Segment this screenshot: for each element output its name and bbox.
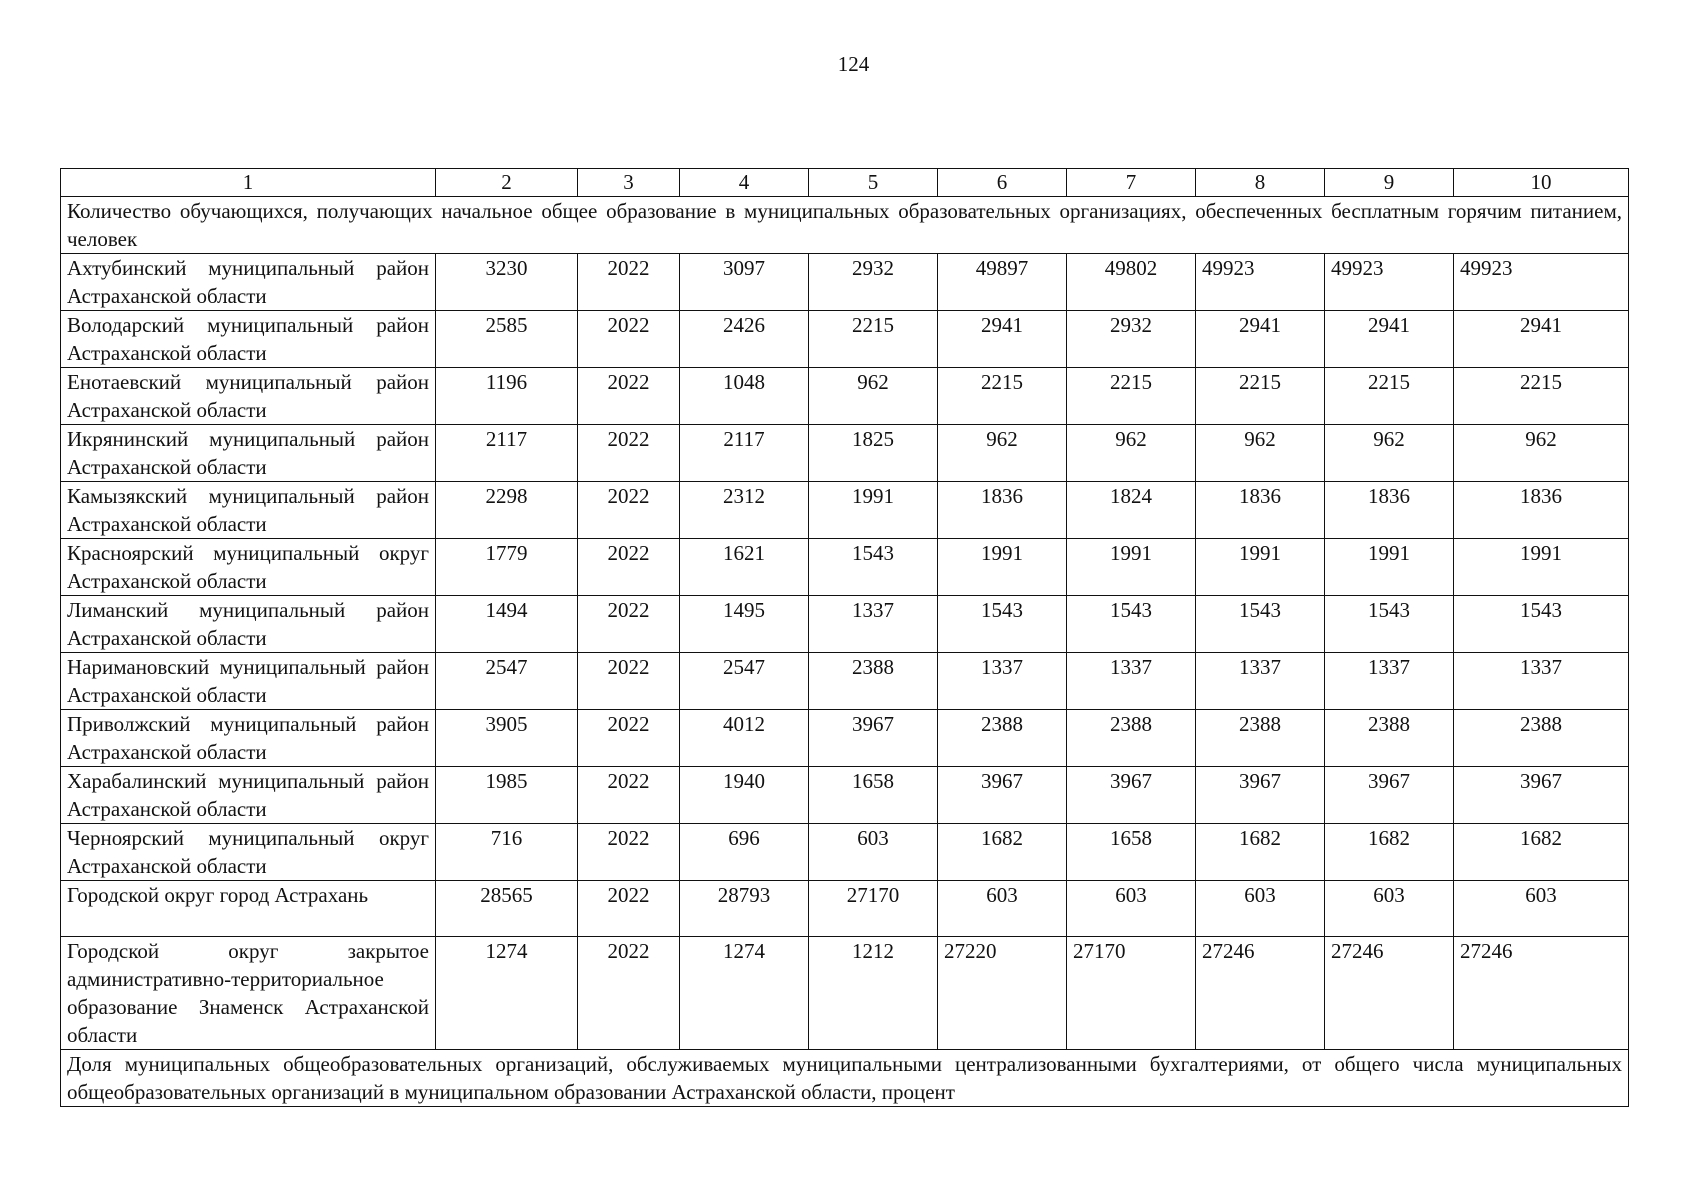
value-cell: 3230 — [436, 254, 578, 311]
table-row — [61, 653, 1629, 710]
value-cell: 49923 — [1325, 254, 1454, 311]
table-row — [61, 881, 1629, 937]
value-cell: 1274 — [436, 937, 578, 1050]
value-cell: 1337 — [1067, 653, 1196, 710]
value-cell: 2215 — [809, 311, 938, 368]
value-cell: 27246 — [1454, 937, 1629, 1050]
value-cell: 1682 — [1454, 824, 1629, 881]
municipality-name: Черноярский муниципальный округ Астраханской области — [61, 824, 436, 881]
value-cell: 1836 — [1325, 482, 1454, 539]
value-cell: 28565 — [436, 881, 578, 937]
value-cell: 962 — [1454, 425, 1629, 482]
value-cell: 716 — [436, 824, 578, 881]
value-cell: 3967 — [1196, 767, 1325, 824]
table-row — [61, 311, 1629, 368]
municipality-name: Красноярский муниципальный округ Астраханской области — [61, 539, 436, 596]
value-cell: 1337 — [1454, 653, 1629, 710]
section-title: Доля муниципальных общеобразовательных организаций, обслуживаемых муниципальными централизованными бухгалтериями, от общего числа муниципальных общеобразовательных организаций в муниципальном образовании Астраханской области, процент — [61, 1050, 1629, 1107]
value-cell: 1682 — [1325, 824, 1454, 881]
value-cell: 1048 — [680, 368, 809, 425]
value-cell: 1991 — [938, 539, 1067, 596]
value-cell: 2547 — [680, 653, 809, 710]
value-cell: 603 — [809, 824, 938, 881]
value-cell: 2941 — [1325, 311, 1454, 368]
value-cell: 27246 — [1325, 937, 1454, 1050]
value-cell: 2215 — [1067, 368, 1196, 425]
value-cell: 1621 — [680, 539, 809, 596]
value-cell: 1543 — [1196, 596, 1325, 653]
value-cell: 962 — [1067, 425, 1196, 482]
value-cell: 2215 — [1454, 368, 1629, 425]
value-cell: 2117 — [680, 425, 809, 482]
value-cell: 1543 — [1325, 596, 1454, 653]
value-cell: 27246 — [1196, 937, 1325, 1050]
municipality-name: Икрянинский муниципальный район Астраханской области — [61, 425, 436, 482]
value-cell: 2298 — [436, 482, 578, 539]
value-cell: 3967 — [809, 710, 938, 767]
column-number: 9 — [1325, 169, 1454, 197]
value-cell: 1196 — [436, 368, 578, 425]
value-cell: 2022 — [578, 482, 680, 539]
column-number-row — [61, 169, 1629, 197]
value-cell: 1337 — [1196, 653, 1325, 710]
value-cell: 1543 — [809, 539, 938, 596]
value-cell: 49897 — [938, 254, 1067, 311]
value-cell: 27220 — [938, 937, 1067, 1050]
section-header-row — [61, 1050, 1629, 1107]
value-cell: 2388 — [1325, 710, 1454, 767]
value-cell: 2215 — [1325, 368, 1454, 425]
value-cell: 2022 — [578, 539, 680, 596]
value-cell: 2585 — [436, 311, 578, 368]
municipality-name: Харабалинский муниципальный район Астраханской области — [61, 767, 436, 824]
table-row — [61, 596, 1629, 653]
value-cell: 1991 — [1454, 539, 1629, 596]
value-cell: 2022 — [578, 254, 680, 311]
value-cell: 1825 — [809, 425, 938, 482]
value-cell: 2022 — [578, 937, 680, 1050]
value-cell: 1212 — [809, 937, 938, 1050]
value-cell: 1836 — [1196, 482, 1325, 539]
value-cell: 962 — [809, 368, 938, 425]
value-cell: 1985 — [436, 767, 578, 824]
value-cell: 49923 — [1196, 254, 1325, 311]
value-cell: 2388 — [809, 653, 938, 710]
value-cell: 2547 — [436, 653, 578, 710]
value-cell: 4012 — [680, 710, 809, 767]
value-cell: 3967 — [1454, 767, 1629, 824]
page-number: 124 — [837, 52, 870, 76]
column-number: 8 — [1196, 169, 1325, 197]
value-cell: 2932 — [1067, 311, 1196, 368]
value-cell: 3097 — [680, 254, 809, 311]
value-cell: 603 — [1454, 881, 1629, 937]
value-cell: 1494 — [436, 596, 578, 653]
column-number: 5 — [809, 169, 938, 197]
value-cell: 962 — [1196, 425, 1325, 482]
value-cell: 2932 — [809, 254, 938, 311]
value-cell: 1836 — [1454, 482, 1629, 539]
municipality-name: Енотаевский муниципальный район Астраханской области — [61, 368, 436, 425]
section-title: Количество обучающихся, получающих начальное общее образование в муниципальных образовательных организациях, обеспеченных бесплатным горячим питанием, человек — [61, 197, 1629, 254]
value-cell: 2022 — [578, 824, 680, 881]
column-number: 1 — [61, 169, 436, 197]
value-cell: 1658 — [809, 767, 938, 824]
value-cell: 3967 — [1067, 767, 1196, 824]
value-cell: 2941 — [938, 311, 1067, 368]
municipality-name: Володарский муниципальный район Астраханской области — [61, 311, 436, 368]
value-cell: 1682 — [1196, 824, 1325, 881]
table-row — [61, 937, 1629, 1050]
municipality-name: Наримановский муниципальный район Астраханской области — [61, 653, 436, 710]
value-cell: 1991 — [1067, 539, 1196, 596]
value-cell: 2941 — [1454, 311, 1629, 368]
value-cell: 3905 — [436, 710, 578, 767]
value-cell: 49923 — [1454, 254, 1629, 311]
table-row — [61, 482, 1629, 539]
value-cell: 2022 — [578, 368, 680, 425]
column-number: 10 — [1454, 169, 1629, 197]
value-cell: 2022 — [578, 710, 680, 767]
value-cell: 1337 — [809, 596, 938, 653]
value-cell: 3967 — [1325, 767, 1454, 824]
table-row — [61, 824, 1629, 881]
value-cell: 1682 — [938, 824, 1067, 881]
value-cell: 1991 — [1325, 539, 1454, 596]
column-number: 2 — [436, 169, 578, 197]
value-cell: 2941 — [1196, 311, 1325, 368]
data-table — [60, 168, 1629, 1107]
column-number: 3 — [578, 169, 680, 197]
value-cell: 49802 — [1067, 254, 1196, 311]
value-cell: 3967 — [938, 767, 1067, 824]
municipality-name: Городской округ город Астрахань — [61, 881, 436, 937]
value-cell: 696 — [680, 824, 809, 881]
value-cell: 1337 — [1325, 653, 1454, 710]
value-cell: 1274 — [680, 937, 809, 1050]
value-cell: 603 — [938, 881, 1067, 937]
value-cell: 2215 — [938, 368, 1067, 425]
value-cell: 2388 — [1196, 710, 1325, 767]
column-number: 7 — [1067, 169, 1196, 197]
value-cell: 27170 — [1067, 937, 1196, 1050]
section-header-row — [61, 197, 1629, 254]
value-cell: 603 — [1067, 881, 1196, 937]
value-cell: 2022 — [578, 881, 680, 937]
municipality-name: Приволжский муниципальный район Астраханской области — [61, 710, 436, 767]
value-cell: 2426 — [680, 311, 809, 368]
value-cell: 1991 — [809, 482, 938, 539]
municipality-name: Камызякский муниципальный район Астраханской области — [61, 482, 436, 539]
value-cell: 1991 — [1196, 539, 1325, 596]
value-cell: 2022 — [578, 767, 680, 824]
table-row — [61, 254, 1629, 311]
value-cell: 2022 — [578, 653, 680, 710]
column-number: 6 — [938, 169, 1067, 197]
value-cell: 2117 — [436, 425, 578, 482]
column-number: 4 — [680, 169, 809, 197]
value-cell: 1543 — [938, 596, 1067, 653]
value-cell: 1658 — [1067, 824, 1196, 881]
value-cell: 1779 — [436, 539, 578, 596]
table-row — [61, 425, 1629, 482]
value-cell: 27170 — [809, 881, 938, 937]
value-cell: 28793 — [680, 881, 809, 937]
table-row — [61, 767, 1629, 824]
value-cell: 2312 — [680, 482, 809, 539]
municipality-name: Городской округ закрытое административно-территориальное образование Знаменск Астраханской области — [61, 937, 436, 1050]
value-cell: 1543 — [1454, 596, 1629, 653]
value-cell: 1337 — [938, 653, 1067, 710]
value-cell: 2388 — [1067, 710, 1196, 767]
table-row — [61, 710, 1629, 767]
municipality-name: Ахтубинский муниципальный район Астраханской области — [61, 254, 436, 311]
value-cell: 962 — [1325, 425, 1454, 482]
value-cell: 962 — [938, 425, 1067, 482]
value-cell: 603 — [1196, 881, 1325, 937]
value-cell: 603 — [1325, 881, 1454, 937]
value-cell: 1836 — [938, 482, 1067, 539]
municipality-name: Лиманский муниципальный район Астраханской области — [61, 596, 436, 653]
value-cell: 2022 — [578, 311, 680, 368]
value-cell: 1543 — [1067, 596, 1196, 653]
value-cell: 2022 — [578, 596, 680, 653]
table-row — [61, 539, 1629, 596]
value-cell: 2215 — [1196, 368, 1325, 425]
value-cell: 2022 — [578, 425, 680, 482]
table-row — [61, 368, 1629, 425]
value-cell: 2388 — [1454, 710, 1629, 767]
value-cell: 1495 — [680, 596, 809, 653]
value-cell: 2388 — [938, 710, 1067, 767]
value-cell: 1824 — [1067, 482, 1196, 539]
value-cell: 1940 — [680, 767, 809, 824]
